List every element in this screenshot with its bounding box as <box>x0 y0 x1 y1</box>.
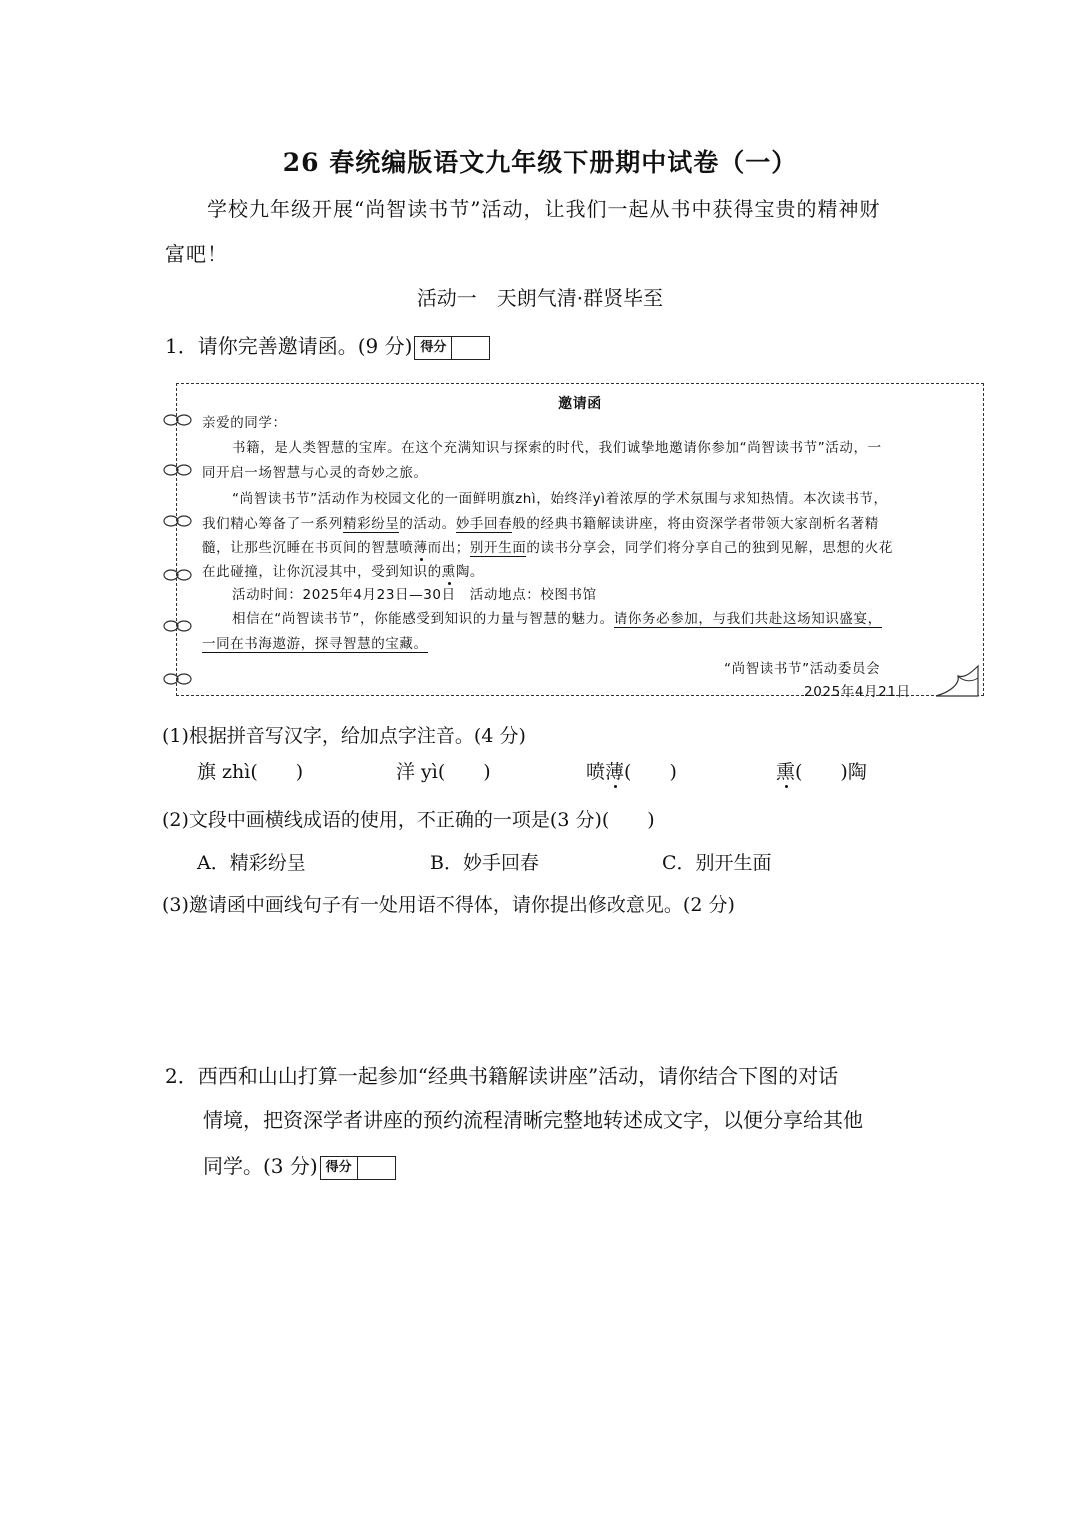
underlined-sentence-part-2: 一同在书海遨游，探寻智慧的宝藏。 <box>202 636 428 652</box>
binder-ring-icon <box>162 619 196 633</box>
letter-paragraph-1b: 同开启一场智慧与心灵的奇妙之旅。 <box>202 465 428 481</box>
question-1-text: 1．请你完善邀请函。(9 分) <box>165 334 413 358</box>
score-label: 得分 <box>321 1157 358 1179</box>
page-curl-icon <box>934 664 980 698</box>
sub-question-1: (1)根据拼音写汉字，给加点字注音。(4 分) <box>162 725 526 747</box>
idiom-underlined-c: 别开生面 <box>469 540 527 556</box>
item-text: 喷 <box>586 761 606 783</box>
activity-title: 活动一 天朗气清·群贤毕至 <box>416 286 664 310</box>
question-1 <box>165 330 490 360</box>
letter-text: 髓，让那些沉睡在书页间的智慧喷 <box>202 540 414 556</box>
sub-question-2: (2)文段中画横线成语的使用，不正确的一项是(3 分)( ) <box>162 809 655 831</box>
letter-paragraph-3b <box>202 632 428 652</box>
letter-paragraph-2c <box>202 536 893 556</box>
question-2-line-3 <box>203 1150 396 1180</box>
binder-ring-icon <box>162 568 196 582</box>
invitation-letter <box>176 383 984 700</box>
intro-line-1: 学校九年级开展“尚智读书节”活动，让我们一起从书中获得宝贵的精神财 <box>207 197 881 221</box>
underlined-sentence-part-1: 请你务必参加，与我们共赴这场知识盛宴， <box>613 611 882 627</box>
binder-ring-icon <box>162 514 196 528</box>
dotted-char-bo: 薄 <box>605 761 625 783</box>
letter-text: 我们精心筹备了一系列 <box>202 516 343 532</box>
letter-text: 相信在“尚智读书节”，你能感受到知识的力量与智慧的魅力。 <box>232 611 614 627</box>
option-c[interactable]: C．别开生面 <box>662 852 772 874</box>
blank-yi[interactable]: 洋 yì( ) <box>396 761 491 783</box>
letter-signature: “尚智读书节”活动委员会 <box>724 661 881 677</box>
idiom-underlined-b: 妙手回春 <box>455 516 513 532</box>
option-a[interactable]: A．精彩纷呈 <box>197 852 306 874</box>
question-2-line-1: 2．西西和山山打算一起参加“经典书籍解读讲座”活动，请你结合下图的对话 <box>165 1064 839 1088</box>
dotted-char-xun: 熏 <box>441 564 456 580</box>
score-box-q1[interactable] <box>414 336 490 360</box>
idiom-underlined-a: 精彩纷呈 <box>343 516 400 532</box>
sub-question-3: (3)邀请函中画线句子有一处用语不得体，请你提出修改意见。(2 分) <box>162 894 735 916</box>
score-label: 得分 <box>415 337 452 359</box>
letter-text: 在此碰撞，让你沉浸其中，受到知识的 <box>202 564 442 580</box>
dotted-char-xun: 熏 <box>776 761 796 783</box>
letter-salutation: 亲爱的同学： <box>202 415 287 431</box>
letter-text: 的读书分享会，同学们将分享自己的独到见解，思想的火花 <box>526 540 893 556</box>
blank-bo[interactable] <box>586 757 677 784</box>
letter-paragraph-3a <box>232 607 882 627</box>
intro-line-2: 富吧！ <box>165 242 228 266</box>
option-b[interactable]: B．妙手回春 <box>430 852 539 874</box>
binder-ring-icon <box>162 463 196 477</box>
letter-heading: 邀请函 <box>558 396 602 412</box>
letter-text: 般的经典书籍解读讲座，将由资深学者带领大家剖析名著精 <box>512 516 879 532</box>
letter-text: 的活动。 <box>399 516 456 532</box>
question-2-text: 同学。(3 分) <box>203 1154 318 1178</box>
page-title: 26 春统编版语文九年级下册期中试卷（一） <box>282 148 798 177</box>
letter-text: 陶。 <box>455 564 485 580</box>
item-blank: ( )陶 <box>795 761 867 783</box>
question-2-line-2: 情境，把资深学者讲座的预约流程清晰完整地转述成文字，以便分享给其他 <box>203 1108 863 1132</box>
binder-ring-icon <box>162 672 196 686</box>
item-blank: ( ) <box>624 761 677 783</box>
dotted-char-bo: 薄 <box>413 540 428 556</box>
letter-paragraph-2d <box>202 560 484 580</box>
letter-text: 而出； <box>427 540 470 556</box>
blank-xun[interactable] <box>776 757 867 784</box>
letter-date: 2025年4月21日 <box>804 684 911 700</box>
letter-paragraph-2a: “尚智读书节”活动作为校园文化的一面鲜明旗zhì，始终洋yì着浓厚的学术氛围与求知热情。本次读书节， <box>232 491 888 507</box>
binder-ring-icon <box>162 413 196 427</box>
letter-activity-info: 活动时间：2025年4月23日—30日 活动地点：校图书馆 <box>232 587 597 603</box>
score-box-q2[interactable] <box>320 1156 396 1180</box>
letter-paragraph-1a: 书籍，是人类智慧的宝库。在这个充满知识与探索的时代，我们诚挚地邀请你参加“尚智读书节”活动，一 <box>232 440 882 456</box>
letter-paragraph-2b <box>202 512 879 532</box>
blank-zhi[interactable]: 旗 zhì( ) <box>197 761 304 783</box>
